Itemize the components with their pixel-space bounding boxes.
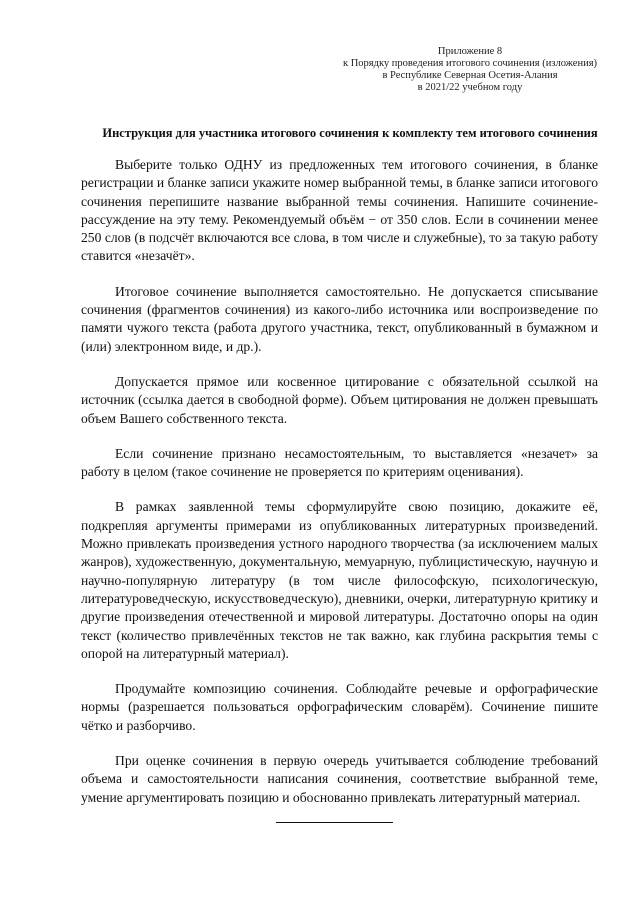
appendix-number: Приложение 8: [437, 46, 503, 57]
appendix-year: в 2021/22 учебном году: [417, 82, 523, 93]
paragraph-composition: Продумайте композицию сочинения. Соблюдайте речевые и орфографические нормы (разрешается пользоваться орфографическим словарём). Сочинение пишите чётко и разборчиво.: [81, 681, 598, 733]
paragraph-independence: Итоговое сочинение выполняется самостоятельно. Не допускается списывание сочинения (фрагментов сочинения) из какого-либо источника или воспроизведение по памяти чужого текста (работа другого участника, текст, опубликованный в бумажном и (или) электронном виде, и др.).: [81, 283, 598, 354]
paragraph-topic-choice: Выберите только ОДНУ из предложенных тем итогового сочинения, в бланке регистрации и бланке записи укажите номер выбранной темы, в бланке записи итогового сочинения перепишите название выбранной темы сочинения. Напишите сочинение-рассуждение на эту тему. Рекомендуемый объём − от 350 слов. Если в сочинении менее 250 слов (в подсчёт включаются все слова, в том числе и служебные), то за такую работу ставится «незачёт».: [81, 157, 598, 264]
paragraph-evaluation: При оценке сочинения в первую очередь учитывается соблюдение требований объема и самостоятельности написания сочинения, соответствие выбранной теме, умение аргументировать позицию и обоснованно привлекать литературный материал.: [81, 753, 598, 805]
paragraph-arguments: В рамках заявленной темы сформулируйте свою позицию, докажите её, подкрепляя аргументы примерами из опубликованных литературных произведений. Можно привлекать произведения устного народного творчества (за исключением малых жанров), художественную, документальную, мемуарную, публицистическую, научную и научно-популярную литературу (в том числе философскую, психологическую, литературоведческую, искусствоведческую), дневники, очерки, литературную критику и другие произведения отечественной и мировой литературы. Достаточно опоры на один текст (количество привлечённых текстов не так важно, как глубина раскрытия темы с опорой на литературный материал).: [81, 499, 598, 661]
appendix-header: [320, 46, 620, 94]
appendix-order-ref: к Порядку проведения итогового сочинения (изложения): [342, 58, 598, 69]
paragraph-citation: Допускается прямое или косвенное цитирование с обязательной ссылкой на источник (ссылка дается в свободной форме). Объем цитирования не должен превышать объем Вашего собственного текста.: [81, 373, 598, 426]
document-title: Инструкция для участника итогового сочинения к комплекту тем итогового сочинения: [102, 126, 598, 140]
appendix-region: в Республике Северная Осетия-Алания: [382, 70, 558, 81]
footer-divider: [276, 822, 393, 823]
paragraph-failure: Если сочинение признано несамостоятельным, то выставляется «незачет» за работу в целом (такое сочинение не проверяется по критериям оценивания).: [81, 445, 598, 480]
instruction-body: [81, 156, 598, 824]
